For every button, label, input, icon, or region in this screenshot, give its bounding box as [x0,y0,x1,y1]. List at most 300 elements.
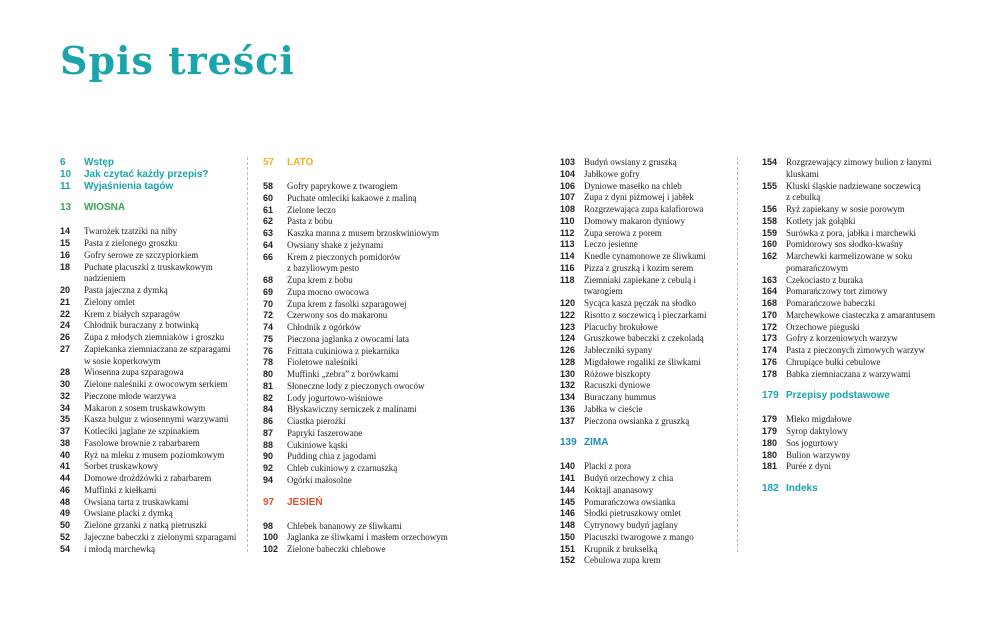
page-number: 84 [263,404,274,415]
entry-title: Babka ziemniaczana z warzywami [786,368,911,379]
entry-title: Słoneczne lody z pieczonych owoców [287,380,425,391]
entry-title: Migdałowe rogaliki ze śliwkami [584,356,701,367]
toc-entry [263,181,453,193]
page-number: 181 [762,461,778,472]
page-number: 66 [263,251,274,262]
page-number: 76 [263,345,274,356]
toc-entry [560,322,735,334]
page-number: 41 [60,461,71,472]
entry-title: Jabłkowe gofry [584,168,640,179]
entry-title: Frittata cukiniowa z piekarnika [287,345,400,356]
entry-title: Marchewki karmelizowane w soku [786,251,913,261]
toc-entry [762,357,947,369]
toc-entry [263,310,453,322]
section-title: LATO [287,157,314,168]
entry-title: Zielone leczo [287,204,336,215]
toc-entry [60,508,242,520]
entry-title: Bulion warzywny [786,449,851,460]
entry-title: Makaron z sosem truskawkowym [84,402,206,413]
toc-column-2 [263,157,453,556]
entry-title: Cytrynowy budyń jaglany [584,520,678,530]
entry-title: Wyjaśnienia tagów [84,180,174,192]
section-heading [762,483,947,495]
toc-entry [60,414,242,426]
section-title: ZIMA [584,437,609,449]
page-number: 179 [762,414,778,425]
toc-entry [762,426,947,438]
entry-title: Lody jogurtowo-wiśniowe [287,392,383,403]
page-number: 52 [60,531,71,542]
toc-entry [560,157,735,169]
page-number: 64 [263,239,274,250]
toc-entry [263,275,453,287]
entry-title: Fioletowe naleśniki [287,357,358,368]
entry-title: Zapiekanka ziemniaczana ze szparagami [84,343,231,354]
entry-title: Owsiany shake z jeżynami [287,239,384,250]
page-number: 148 [560,520,576,530]
page-number: 35 [60,414,71,425]
page-number: 100 [263,532,279,543]
toc-entry [263,287,453,299]
entry-title: Zupa z młodych ziemniaków i groszku [84,332,225,342]
toc-entry [263,463,453,475]
entry-title: Kaszka manna z musem brzoskwiniowym [287,228,439,238]
page-number: 150 [560,531,576,542]
entry-title: Sycąca kasza pęczak na słodko [584,298,696,308]
toc-entry [762,461,947,473]
page-number: 27 [60,343,71,354]
page-number: 173 [762,333,778,344]
entry-title: Kasza bulgur z wiosennymi warzywami [84,414,229,425]
toc-entry [263,299,453,311]
toc-entry [60,450,242,462]
page-number: 28 [60,367,71,378]
page-number: 90 [263,451,274,462]
page-number: 112 [560,227,575,238]
entry-title: Wstęp [84,157,114,168]
entry-title: Zupa serowa z porem [584,227,662,238]
entry-title: Chłodnik buraczany z botwinką [84,320,199,331]
entry-title: Ryż na mleku z musem poziomkowym [84,449,225,460]
entry-title: Surówka z pora, jabłka i marchewki [786,227,916,238]
page-number: 174 [762,345,778,355]
entry-title: Orzechowe pieguski [786,321,860,332]
page-number: 155 [762,180,778,191]
entry-title: Zupa krem z fasolki szparagowej [287,298,407,309]
toc-entry [762,157,947,169]
entry-title: Zielone naleśniki z owocowym serkiem [84,379,228,389]
entry-title: kluskami [786,168,819,179]
entry-title: Pizza z gruszką i kozim serem [584,262,694,273]
entry-title: Rozgrzewająca zupa kalafiorowa [584,204,704,214]
entry-title: Papryki faszerowane [287,427,363,438]
entry-title: Syrop daktylowy [786,426,848,436]
toc-entry [60,273,242,285]
page-number: 124 [560,333,576,344]
page-number: 68 [263,275,274,285]
toc-entry [762,169,947,181]
toc-entry [263,322,453,334]
section-page-number: 179 [762,390,779,402]
entry-title: Pieczone młode warzywa [84,390,176,401]
toc-entry [560,508,735,520]
toc-entry [762,345,947,357]
entry-title: z cebulką [786,192,821,203]
page-number: 78 [263,357,274,368]
toc-entry [560,345,735,357]
page-number: 61 [263,204,274,215]
page-number: 106 [560,180,576,191]
entry-title: Chlebek bananowy ze śliwkami [287,520,402,531]
page-number: 104 [560,168,576,179]
toc-entry [560,369,735,381]
page-number: 113 [560,239,575,250]
page-number: 114 [560,251,575,261]
entry-title: Jajeczne babeczki z zielonymi szparagami [84,531,237,542]
toc-entry [560,473,735,485]
toc-entry [560,520,735,532]
page-number: 163 [762,274,778,285]
toc-entry [263,451,453,463]
entry-title: Marchewkowe ciasteczka z amarantusem [786,309,936,320]
page-number: 46 [60,484,71,495]
section-title: Przepisy podstawowe [786,390,890,402]
page-number: 54 [60,543,71,554]
toc-entry [60,169,242,181]
entry-title: Domowy makaron dyniowy [584,215,685,226]
entry-title: Kotlety jak gołąbki [786,215,856,226]
toc-entry [263,334,453,346]
toc-entry [762,239,947,251]
page-number: 102 [263,544,279,554]
entry-title: Jabłka w cieście [584,403,643,414]
page-number: 110 [560,215,575,226]
page-number: 26 [60,332,71,342]
page-number: 63 [263,228,274,238]
page-number: 137 [560,415,576,426]
page-number: 37 [60,426,71,436]
page-number: 118 [560,274,575,285]
section-heading [762,390,947,402]
page-number: 82 [263,392,274,403]
entry-title: Czerwony sos do makaronu [287,310,388,321]
entry-title: Pomarańczowy tort zimowy [786,286,888,297]
entry-title: Pomidorowy sos słodko-kwaśny [786,239,904,250]
page-number: 154 [762,157,778,167]
entry-title: Gofry z korzeniowych warzyw [786,333,898,344]
toc-entry [560,416,735,428]
toc-entry [762,216,947,228]
toc-entry [560,555,735,567]
entry-title: Leczo jesienne [584,239,638,250]
entry-title: Pieczona jaglanka z owocami lata [287,333,409,344]
entry-title: Sorbet truskawkowy [84,461,159,472]
toc-entry [60,367,242,379]
section-page-number: 13 [60,202,72,214]
page-number: 126 [560,345,576,355]
toc-entry [60,157,242,169]
page-number: 10 [60,168,72,180]
entry-title: Rozgrzewający zimowy bulion z łanymi [786,157,932,167]
page-number: 86 [263,416,274,426]
section-title: WIOSNA [84,202,126,214]
page-number: 15 [60,238,71,248]
toc-entry [560,192,735,204]
page-number: 130 [560,368,576,379]
page-number: 69 [263,286,274,297]
toc-entry [263,228,453,240]
toc-entry [560,216,735,228]
toc-entry [263,521,453,533]
toc-entry [762,204,947,216]
toc-entry [60,520,242,532]
page-number: 107 [560,192,576,203]
toc-entry [762,322,947,334]
toc-entry [762,298,947,310]
page-number: 128 [560,356,576,367]
page-number: 38 [60,437,71,448]
page-number: 158 [762,215,778,226]
toc-entry [560,275,735,299]
entry-title: Zupa mocno owocowa [287,286,369,297]
page-number: 6 [60,157,66,168]
toc-entry [60,497,242,509]
toc-entry [60,309,242,321]
entry-title: Domowe drożdżówki z rabarbarem [84,473,212,483]
entry-title: Zupa krem z bobu [287,275,353,285]
toc-entry [263,381,453,393]
entry-title: Ciastka pierożki [287,416,346,426]
toc-entry [263,393,453,405]
toc-entry [60,297,242,309]
page-number: 14 [60,226,71,237]
toc-entry [263,263,453,275]
page-number: 140 [560,461,576,472]
entry-title: Zupa z dyni piżmowej i jabłek [584,192,694,203]
entry-title: Knedle cynamonowe ze śliwkami [584,251,706,261]
entry-title: Błyskawiczny serniczek z malinami [287,404,417,415]
entry-title: Pieczona owsianka z gruszką [584,415,690,426]
toc-entry [263,193,453,205]
section-heading [263,157,453,169]
page-number: 98 [263,520,274,531]
page-number: 172 [762,321,778,332]
page-number: 20 [60,285,71,295]
entry-title: Placuszki twarogowe z mango [584,531,694,542]
entry-title: Jabłeczniki sypany [584,345,653,355]
page-number: 156 [762,204,778,214]
entry-title: Dyniowe masełko na chleb [584,180,682,191]
page-number: 18 [60,261,71,272]
toc-entry [60,426,242,438]
toc-entry [263,369,453,381]
page-number: 24 [60,320,71,331]
entry-title: Koktajl ananasowy [584,484,654,495]
toc-entry [263,240,453,252]
page-number: 164 [762,286,778,297]
toc-entry [263,357,453,369]
toc-entry [762,414,947,426]
toc-entry [762,286,947,298]
toc-entry [762,333,947,345]
toc-entry [560,333,735,345]
page-number: 168 [762,298,778,308]
section-page-number: 182 [762,483,779,494]
entry-title: Owsiane placki z dymką [84,508,173,519]
entry-title: Puchate omleciki kakaowe z maliną [287,192,417,203]
page-number: 48 [60,496,71,507]
entry-title: Gofry paprykowe z twarogiem [287,181,398,191]
column-divider [247,157,248,552]
page-number: 180 [762,449,778,460]
entry-title: Chłodnik z ogórków [287,322,361,332]
toc-entry [60,473,242,485]
toc-entry [560,497,735,509]
toc-entry [60,320,242,332]
entry-title: Zielony omlet [84,296,135,307]
entry-title: Twarożek tzatziki na niby [84,226,178,237]
entry-title: Placuchy brokułowe [584,321,658,332]
entry-title: z bazyliowym pesto [287,263,359,274]
toc-entry [560,392,735,404]
page-number: 32 [60,390,71,401]
page-number: 146 [560,508,576,519]
entry-title: Sos jogurtowy [786,437,839,448]
entry-title: Pasta z bobu [287,216,333,227]
toc-column-4 [762,157,947,507]
toc-entry [263,532,453,544]
page-number: 162 [762,251,778,261]
page-number: 80 [263,369,274,379]
entry-title: pomarańczowym [786,262,848,273]
page-number: 22 [60,308,71,319]
toc-entry [60,391,242,403]
page-number: 30 [60,379,71,389]
entry-title: Pomarańczowa owsianka [584,496,676,507]
entry-title: Ziemniaki zapiekane z cebulą i twarogiem [584,274,696,297]
section-page-number: 57 [263,157,275,168]
toc-entry [60,461,242,473]
toc-entry [60,532,242,544]
entry-title: Pasta jajeczna z dymką [84,285,168,295]
page-number: 70 [263,298,274,309]
entry-title: Muffinki „zebra” z borówkami [287,369,399,379]
entry-title: Jak czytać każdy przepis? [84,168,209,180]
toc-entry [560,485,735,497]
toc-entry [762,275,947,287]
page-number: 21 [60,296,71,307]
entry-title: Puchate placuszki z truskawkowym [84,261,213,272]
section-page-number: 97 [263,496,275,508]
entry-title: Fasolowe brownie z rabarbarem [84,437,200,448]
toc-entry [560,461,735,473]
entry-title: Ogórki małosolne [287,474,352,485]
entry-title: Gofry serowe ze szczypiorkiem [84,249,199,260]
toc-entry [60,181,242,193]
page-number: 74 [263,322,274,332]
entry-title: Słodki pietruszkowy omlet [584,508,681,519]
toc-entry [560,239,735,251]
toc-entry [60,226,242,238]
toc-entry [762,263,947,275]
page-number: 34 [60,402,71,413]
page-number: 44 [60,473,71,483]
page-number: 92 [263,463,274,473]
page-number: 145 [560,496,576,507]
page-number: 16 [60,249,71,260]
page-number: 108 [560,204,576,214]
entry-title: Pomarańczowe babeczki [786,298,876,308]
entry-title: Cukiniowe kąski [287,439,348,450]
page-number: 58 [263,181,274,191]
entry-title: Muffinki z kiełkami [84,484,157,495]
toc-entry [762,450,947,462]
toc-entry [560,310,735,322]
entry-title: Pasta z pieczonych zimowych warzyw [786,345,925,355]
entry-title: Wiosenna zupa szparagowa [84,367,184,378]
toc-entry [263,404,453,416]
toc-entry [762,438,947,450]
page-number: 134 [560,392,576,402]
toc-entry [60,356,242,368]
toc-entry [762,310,947,322]
entry-title: Ryż zapiekany w sosie porowym [786,204,905,214]
page-number: 144 [560,484,576,495]
page-number: 141 [560,473,576,483]
toc-entry [60,544,242,556]
entry-title: Różowe biszkopty [584,368,651,379]
entry-title: Buraczany hummus [584,392,656,402]
entry-title: Placki z pora [584,461,631,472]
entry-title: nadzieniem [84,273,126,284]
toc-entry [762,228,947,240]
toc-entry [60,332,242,344]
toc-entry [560,263,735,275]
page-number: 94 [263,474,274,485]
page-number: 116 [560,262,575,273]
page-number: 151 [560,543,576,554]
page-number: 87 [263,427,274,438]
toc-entry [263,216,453,228]
toc-entry [263,428,453,440]
page-number: 170 [762,309,778,320]
toc-entry [263,475,453,487]
page-number: 81 [263,380,274,391]
toc-entry [560,404,735,416]
page-number: 122 [560,309,576,320]
entry-title: Budyń orzechowy z chia [584,473,674,483]
entry-title: Jaglanka ze śliwkami i masłem orzechowym [287,532,448,543]
entry-title: Budyń owsiany z gruszką [584,157,677,167]
section-heading [560,437,735,449]
toc-entry [762,181,947,193]
toc-entry [560,544,735,556]
entry-title: i młodą marchewką [84,543,155,554]
page-number: 120 [560,298,576,308]
entry-title: Zielone grzanki z natką pietruszki [84,520,207,530]
entry-title: Purée z dyni [786,461,831,472]
page-number: 152 [560,555,576,566]
entry-title: Kluski śląskie nadziewane soczewicą [786,180,921,191]
entry-title: Kotleciki jaglane ze szpinakiem [84,426,200,436]
entry-title: Cebulowa zupa krem [584,555,661,566]
toc-column-1 [60,157,242,555]
page-number: 72 [263,310,274,321]
toc-entry [60,379,242,391]
toc-entry [560,298,735,310]
toc-entry [60,344,242,356]
entry-title: Owsiana tarta z truskawkami [84,496,189,507]
